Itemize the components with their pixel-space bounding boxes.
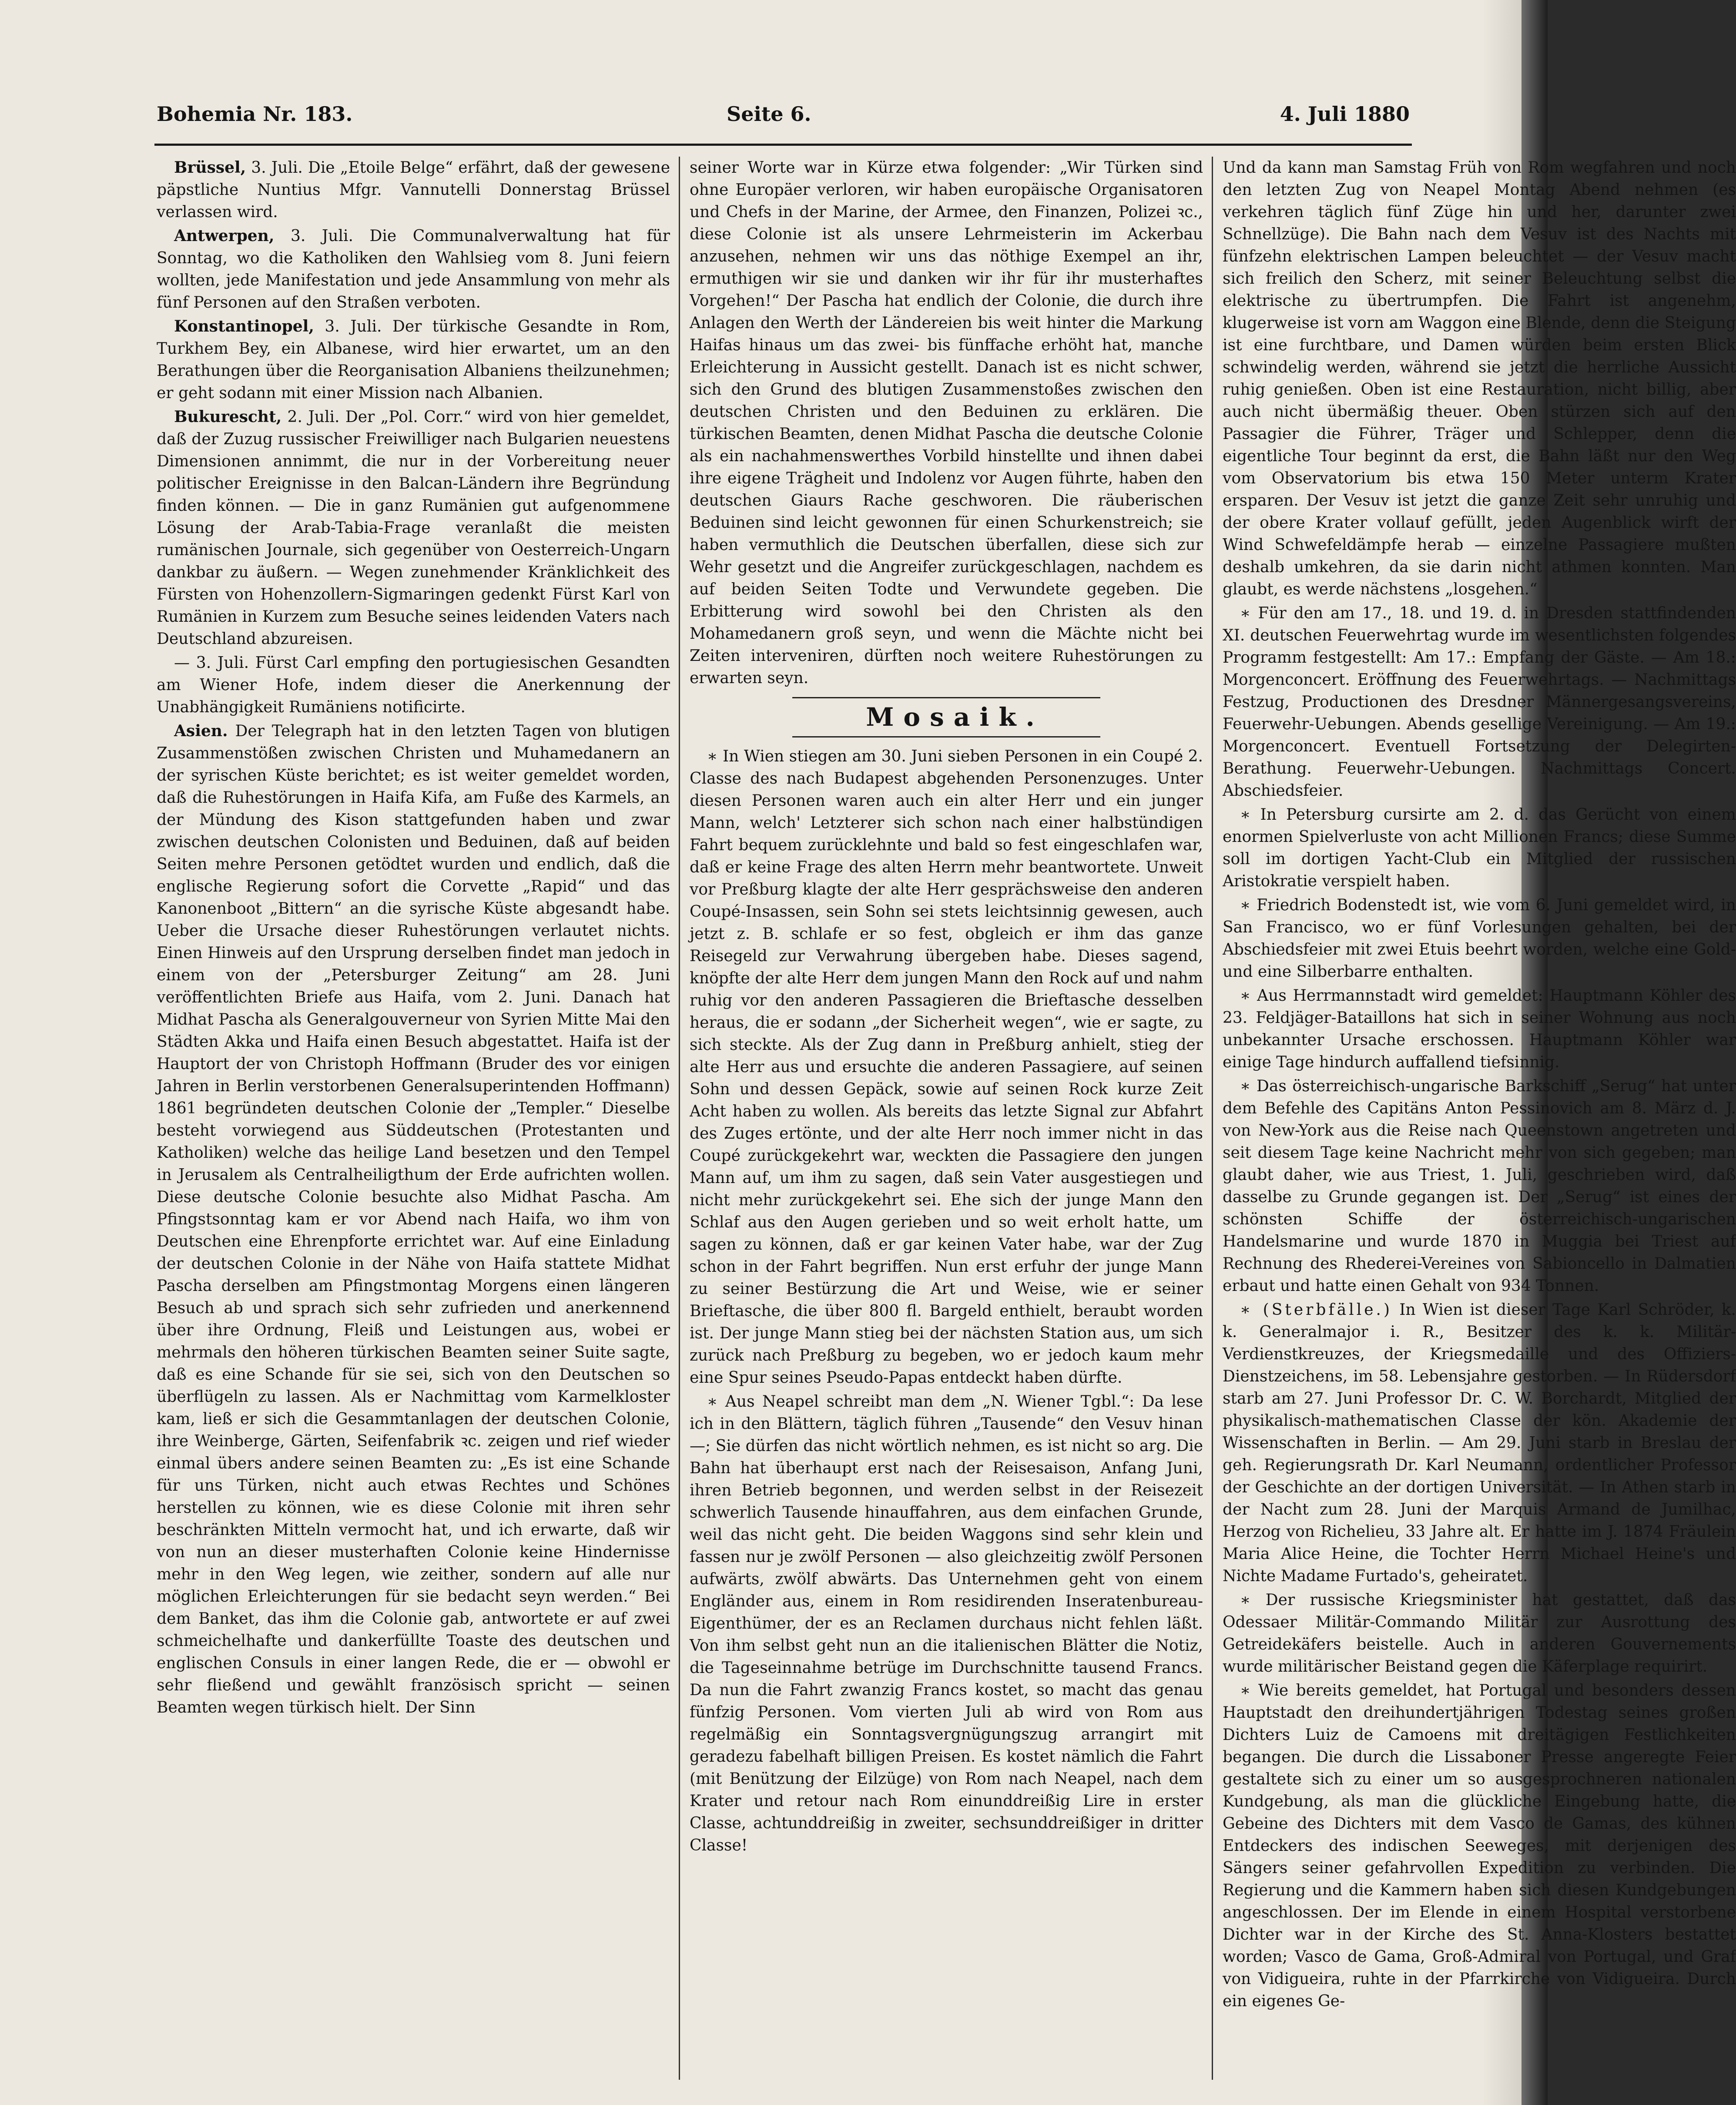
news-text: 3. Juli. Die Communalverwaltung hat für Sonntag, wo die Katholiken den Wahlsieg vom 8. Juni feiern wollten, jede Manifestation und jede Ansammlung von mehr als fünf Personen auf den Straßen verboten. — [157, 227, 670, 312]
news-item — [157, 157, 670, 223]
dateline-place: Konstantinopel, — [174, 317, 314, 335]
column-2 — [690, 157, 1203, 2062]
news-item — [157, 406, 670, 650]
news-item: seiner Worte war in Kürze etwa folgender: „Wir Türken sind ohne Europäer verloren, wir haben europäische Organisatoren und Chefs in der Marine, der Armee, den Finanzen, Polizei ꝛc., diese Colonie ist als unsere Lehrmeisterin im Ackerbau anzusehen, nehmen wir uns das nöthige Exempel an ihr, ermuthigen wir sie und danken wir ihr für ihr musterhaftes Vorgehen!“ Der Pascha hat endlich der Colonie, die durch ihre Anlagen den Werth der Ländereien bis weit hinter die Markung Haifas hinaus um das zwei- bis fünffache erhöht hat, manche Erleichterung in Aussicht gestellt. Danach ist es nicht schwer, sich den Grund des blutigen Zusammenstoßes zwischen den deutschen Christen und den Beduinen zu erklären. Die türkischen Beamten, denen Midhat Pascha die deutsche Colonie als ein nachahmenswerthes Vorbild hinstellte und ihnen dabei ihre eigene Trägheit und Indolenz vor Augen führte, haben den deutschen Giaurs Rache geschworen. Die räuberischen Beduinen sind leicht gewonnen für einen Schurkenstreich; sie haben vermuthlich die Deutschen überfallen, diese sich zur Wehr gesetzt und die Angreifer zurückgeschlagen, nachdem es auf beiden Seiten Todte und Verwundete gegeben. Die Erbitterung wird sowohl bei den Christen als den Mohamedanern groß seyn, und wenn die Mächte nicht bei Zeiten interveniren, dürften noch weitere Ruhestörungen zu erwarten seyn. — [690, 159, 1203, 687]
mosaic-item: ∗ Für den am 17., 18. und 19. d. in Dresden stattfindenden XI. deutschen Feuerwehrtag wurde im wesentlichsten folgendes Programm festgestellt: Am 17.: Empfang der Gäste. — Am 18.: Morgenconcert. Eröffnung des Feuerwehrtags. — Nachmittags Festzug, Productionen des Dresdner Männergesangsvereins, Feuerwehr-Uebungen. Abends gesellige Vereinigung. — Am 19.: Morgenconcert. Eventuell Fortsetzung der Delegirten-Berathung. Feuerwehr-Uebungen. Nachmittags Concert. Abschiedsfeier. — [1223, 604, 1736, 800]
news-item — [157, 315, 670, 404]
news-text: 3. Juli. Die „Etoile Belge“ erfährt, daß der gewesene päpstliche Nuntius Mfgr. Vannutelli Donnerstag Brüssel verlassen wird. — [157, 159, 670, 221]
section-title: Mosaik. — [866, 702, 1044, 732]
column-3 — [1223, 157, 1736, 2062]
column-1 — [157, 157, 670, 2062]
item-lead: ∗ (Sterbfälle.) — [1240, 1301, 1393, 1319]
dateline-place: Asien. — [174, 722, 228, 740]
page-header — [157, 102, 1410, 137]
mosaic-item: ∗ Aus Herrmannstadt wird gemeldet: Hauptmann Köhler des 23. Feldjäger-Bataillons hat sich in seiner Wohnung aus noch unbekannter Ursache erschossen. Hauptmann Köhler war einige Tage hindurch auffallend tiefsinnig. — [1223, 987, 1736, 1071]
dateline-place: Brüssel, — [174, 158, 246, 177]
header-rule — [154, 144, 1412, 146]
mosaic-item: ∗ Aus Neapel schreibt man dem „N. Wiener Tgbl.“: Da lese ich in den Blättern, täglich führen „Tausende“ den Vesuv hinan —; Sie dürfen das nicht wörtlich nehmen, es ist nicht so arg. Die Bahn hat überhaupt erst nach der Reisesaison, Anfang Juni, ihren Betrieb begonnen, und werden selbst in der Reisezeit schwerlich Tausende hinauffahren, aus dem einfachen Grunde, weil das nicht geht. Die beiden Waggons sind sehr klein und fassen nur je zwölf Personen — also gleichzeitig zwölf Personen aufwärts, zwölf abwärts. Das Unternehmen geht von einem Engländer aus, einem in Rom residirenden Inseratenbureau-Eigenthümer, der es an Reclamen durchaus nicht fehlen läßt. Von ihm selbst geht nun an die italienischen Blätter die Notiz, die Tageseinnahme betrüge im Durchschnitte tausend Francs. Da nun die Fahrt zwanzig Francs kostet, so macht das genau fünfzig Personen. Vom vierten Juli ab wird von Rom aus regelmäßig ein Sonntagsvergnügungszug arrangirt mit geradezu fabelhaft billigen Preisen. Es kostet nämlich die Fahrt (mit Benützung der Eilzüge) von Rom nach Neapel, nach dem Krater und retour nach Rom einunddreißig Lire in erster Classe, achtunddreißig in zweiter, sechsunddreißiger in dritter Classe! — [690, 1393, 1203, 1854]
column-divider — [1212, 157, 1213, 2080]
news-item: — 3. Juli. Fürst Carl empfing den portugiesischen Gesandten am Wiener Hofe, indem dieser die Anerkennung der Unabhängigkeit Rumäniens notificirte. — [157, 654, 670, 716]
mosaic-item: ∗ Friedrich Bodenstedt ist, wie vom 6. Juni gemeldet wird, in San Francisco, wo er fünf Vorlesungen gehalten, bei der Abschiedsfeier mit zwei Etuis beehrt worden, welche eine Gold- und eine Silberbarre enthalten. — [1223, 896, 1736, 981]
section-rule — [792, 697, 1100, 698]
mosaic-item: ∗ In Petersburg cursirte am 2. d. das Gerücht von einem enormen Spielverluste von acht Millionen Francs; diese Summe soll im dortigen Yacht-Club ein Mitglied der russischen Aristokratie verspielt haben. — [1223, 806, 1736, 890]
page-number: Seite 6. — [727, 102, 811, 126]
news-item — [157, 720, 670, 1719]
mosaic-item: ∗ Das österreichisch-ungarische Barkschiff „Serug“ hat unter dem Befehle des Capitäns Anton Pessinovich am 8. März d. J. von New-York aus die Reise nach Queenstown angetreten und seit diesem Tage keine Nachricht mehr von sich gegeben; man glaubt daher, wie aus Triest, 1. Juli, geschrieben wird, daß dasselbe zu Grunde gegangen ist. Der „Serug“ ist eines der schönsten Schiffe der österreichisch-ungarischen Handelsmarine und wurde 1870 in Muggia bei Triest auf Rechnung des Rhederei-Vereines von Sabioncello in Dalmatien erbaut und hatte einen Gehalt von 934 Tonnen. — [1223, 1077, 1736, 1295]
issue-date: 4. Juli 1880 — [1280, 102, 1410, 126]
mosaic-item: ∗ In Wien stiegen am 30. Juni sieben Personen in ein Coupé 2. Classe des nach Budapest abgehenden Personenzuges. Unter diesen Personen waren auch ein alter Herr und ein junger Mann, welch' Letzterer sich schon nach einer halbstündigen Fahrt bequem zurücklehnte und bald so fest eingeschlafen war, daß er keine Frage des alten Herrn mehr beantwortete. Unweit vor Preßburg klagte der alte Herr gesprächsweise den anderen Coupé-Insassen, sein Sohn sei stets leichtsinnig gewesen, auch jetzt z. B. schlafe er so fest, obgleich er ihm das ganze Reisegeld zur Verwahrung übergeben habe. Dieses sagend, knöpfte der alte Herr dem jungen Mann den Rock auf und nahm ruhig vor den anderen Passagieren die Brieftasche desselben heraus, die er sodann „der Sicherheit wegen“, wie er sagte, zu sich steckte. Als der Zug dann in Preßburg anhielt, stieg der alte Herr aus und ersuchte die anderen Passagiere, auf seinen Sohn und dessen Gepäck, sowie auf seinen Rock kurze Zeit Acht haben zu wollen. Als bereits das letzte Signal zur Abfahrt des Zuges ertönte, und der alte Herr noch immer nicht in das Coupé zurückgekehrt war, weckten die Passagiere den jungen Mann auf, um ihm zu sagen, daß sein Vater ausgestiegen und nicht mehr zurückgekehrt sei. Ehe sich der junge Mann den Schlaf aus den Augen gerieben und so weit erholt hatte, um sagen zu können, daß er gar keinen Vater habe, war der Zug schon in der Fahrt begriffen. Nun erst erfuhr der junge Mann zu seiner Bestürzung die Art und Weise, wie er seiner Brieftasche, die über 800 fl. Bargeld enthielt, beraubt worden ist. Der junge Mann stieg bei der nächsten Station aus, um sich zurück nach Preßburg zu begeben, wo er jedoch kaum mehr eine Spur seines Pseudo-Papas entdeckt haben dürfte. — [690, 747, 1203, 1387]
mosaic-item: ∗ Der russische Kriegsminister hat gestattet, daß das Odessaer Militär-Commando Militär zur Ausrottung des Getreidekäfers beistelle. Auch in anderen Gouvernements wurde militärischer Beistand gegen die Käferplage requirirt. — [1223, 1591, 1736, 1676]
news-text: Der Telegraph hat in den letzten Tagen von blutigen Zusammenstößen zwischen Christen und Muhamedanern an der syrischen Küste berichtet; es ist weiter gemeldet worden, daß die Ruhestörungen in Haifa Kifa, am Fuße des Karmels, an der Mündung des Kison stattgefunden haben und zwar zwischen deutschen Colonisten und Beduinen, daß auf beiden Seiten mehre Personen getödtet wurden und endlich, daß die englische Regierung sofort die Corvette „Rapid“ und das Kanonenboot „Bittern“ an die syrische Küste abgesandt habe. Ueber die Ursache dieser Ruhestörungen verlautet nichts. Einen Hinweis auf den Ursprung derselben findet man jedoch in einem von der „Petersburger Zeitung“ am 28. Juni veröffentlichten Briefe aus Haifa, vom 2. Juni. Danach hat Midhat Pascha als Generalgouverneur von Syrien Mitte Mai den Städten Akka und Haifa einen Besuch abgestattet. Haifa ist der Hauptort der von Christoph Hoffmann (Bruder des vor einigen Jahren in Berlin verstorbenen Generalsuperintenden Hoffmann) 1861 begründeten deutschen Colonie der „Templer.“ Dieselbe besteht vorwiegend aus Süddeutschen (Protestanten und Katholiken) welche das heilige Land besetzen und den Tempel in Jerusalem als Centralheiligthum der Erde aufrichten wollen. Diese deutsche Colonie besuchte also Midhat Pascha. Am Pfingstsonntag kam er vor Abend nach Haifa, wo ihm von Deutschen eine Ehrenpforte errichtet war. Auf eine Einladung der deutschen Colonie in der Nähe von Haifa stattete Midhat Pascha derselben am Pfingstmontag Morgens einen längeren Besuch ab und sprach sich sehr zufrieden und anerkennend über ihre Ordnung, Fleiß und Leistungen aus, wobei er mehrmals den höheren türkischen Beamten seiner Suite sagte, daß es eine Schande für sie sei, sich von den Deutschen so überflügeln zu lassen. Als er Nachmittag vom Karmelkloster kam, ließ er sich die Gesammtanlagen der deutschen Colonie, ihre Weinberge, Gärten, Seifenfabrik ꝛc. zeigen und rief wieder einmal übers andere seinen Beamten zu: „Es ist eine Schande für uns Türken, nicht auch etwas Rechtes und Schönes herstellen zu können, wie es diese Colonie mit ihren sehr beschränkten Mitteln vermocht hat, und ich erwarte, daß wir von nun an dieser musterhaften Colonie keine Hindernisse mehr in den Weg legen, wie zeither, sondern auf alle nur möglichen Erleichterungen für sie bedacht seyn werden.“ Bei dem Banket, das ihm die Colonie gab, antwortete er auf zwei schmeichelhafte und dankerfüllte Toaste des deutschen und englischen Consuls in einer langen Rede, die er — obwohl er sehr fließend und gewählt französisch spricht — seinen Beamten wegen türkisch hielt. Der Sinn — [157, 722, 670, 1716]
news-text: 2. Juli. Der „Pol. Corr.“ wird von hier gemeldet, daß der Zuzug russischer Freiwilliger nach Bulgarien neuestens Dimensionen annimmt, die nur in der Vorbereitung neuer politischer Ereignisse in den Balcan-Ländern ihre Begründung finden können. — Die in ganz Rumänien gut aufgenommene Lösung der Arab-Tabia-Frage veranlaßt die meisten rumänischen Journale, sich gegenüber von Oesterreich-Ungarn dankbar zu äußern. — Wegen zunehmender Kränklichkeit des Fürsten von Hohenzollern-Sigmaringen gedenkt Fürst Karl von Rumänien in Kurzem zum Besuche seines leidenden Vaters nach Deutschland abzureisen. — [157, 408, 670, 648]
mosaic-item — [1223, 1299, 1736, 1587]
column-divider — [679, 157, 680, 2080]
dateline-place: Antwerpen, — [174, 227, 275, 245]
news-item — [157, 225, 670, 314]
section-rule — [792, 736, 1100, 737]
news-text: 3. Juli. Der türkische Gesandte in Rom, Turkhem Bey, ein Albanese, wird hier erwartet, um an den Berathungen über die Reorganisation Albaniens theilzunehmen; er geht sodann mit einer Mission nach Albanien. — [157, 318, 670, 402]
masthead-issue: Bohemia Nr. 183. — [157, 102, 353, 126]
dateline-place: Bukurescht, — [174, 408, 282, 426]
news-text: In Wien ist dieser Tage Karl Schröder, k. k. Generalmajor i. R., Besitzer des k. k. Militär-Verdienstkreuzes, der Kriegsmedaille und des Offiziers-Dienstzeichens, im 58. Lebensjahre gestorben. — In Rüdersdorf starb am 27. Juni Professor Dr. C. W. Borchardt, Mitglied der physikalisch-mathematischen Classe der kön. Akademie der Wissenschaften in Berlin. — Am 29. Juni starb in Breslau der geh. Regierungsrath Dr. Karl Neumann, ordentlicher Professor der Geschichte an der dortigen Universität. — In Athen starb in der Nacht zum 28. Juni der Marquis Armand de Jumilhac, Herzog von Richelieu, 33 Jahre alt. Er hatte im J. 1874 Fräulein Maria Alice Heine, die Tochter Herrn Michael Heine's und Nichte Madame Furtado's, geheiratet. — [1223, 1301, 1736, 1585]
mosaic-item: Und da kann man Samstag Früh von Rom wegfahren und noch den letzten Zug von Neapel Montag Abend nehmen (es verkehren täglich fünf Züge hin und her, darunter zwei Schnellzüge). Die Bahn nach dem Vesuv ist des Nachts mit fünfzehn elektrischen Lampen beleuchtet — der Vesuv macht sich freilich den Scherz, mit seiner Beleuchtung selbst die elektrische zu übertrumpfen. Die Fahrt ist angenehm, klugerweise ist vorn am Waggon eine Blende, denn die Steigung ist eine furchtbare, und Damen würden beim ersten Blick schwindelig werden, während sie jetzt die herrliche Aussicht ruhig genießen. Oben ist eine Restauration, nicht billig, aber auch nicht übermäßig theuer. Oben stürzen sich auf den Passagier die Führer, Träger und Schlepper, denn die eigentliche Tour beginnt da erst, die Bahn läßt nur den Weg vom Observatorium bis etwa 150 Meter unterm Krater ersparen. Der Vesuv ist jetzt die ganze Zeit sehr unruhig und der obere Krater vollauf gefüllt, jeden Augenblick wirft der Wind Schwefeldämpfe herab — einzelne Passagiere mußten deshalb umkehren, da sie darin nicht athmen konnten. Man glaubt, es werde nächstens „losgehen.“ — [1223, 159, 1736, 598]
mosaic-item: ∗ Wie bereits gemeldet, hat Portugal und besonders dessen Hauptstadt den dreihundertjährigen Todestag seines großen Dichters Luiz de Camoens mit dreitägigen Festlichkeiten begangen. Die durch die Lissaboner Presse angeregte Feier gestaltete sich zu einer um so ausgesprochneren nationalen Kundgebung, als man die glückliche Eingebung hatte, die Gebeine des Dichters mit dem Vasco de Gamas, des kühnen Entdeckers des indischen Seeweges, mit derjenigen des Sängers seiner gefahrvollen Expedition zu verbinden. Die Regierung und die Kammern haben sich diesen Kundgebungen angeschlossen. Der im Elende in einem Hospital verstorbene Dichter war in der Kirche des St. Anna-Klosters bestattet worden; Vasco de Gama, Groß-Admiral von Portugal, und Graf von Vidigueira, ruhte in der Pfarrkirche von Vidigueira. Durch ein eigenes Ge- — [1223, 1682, 1736, 2010]
